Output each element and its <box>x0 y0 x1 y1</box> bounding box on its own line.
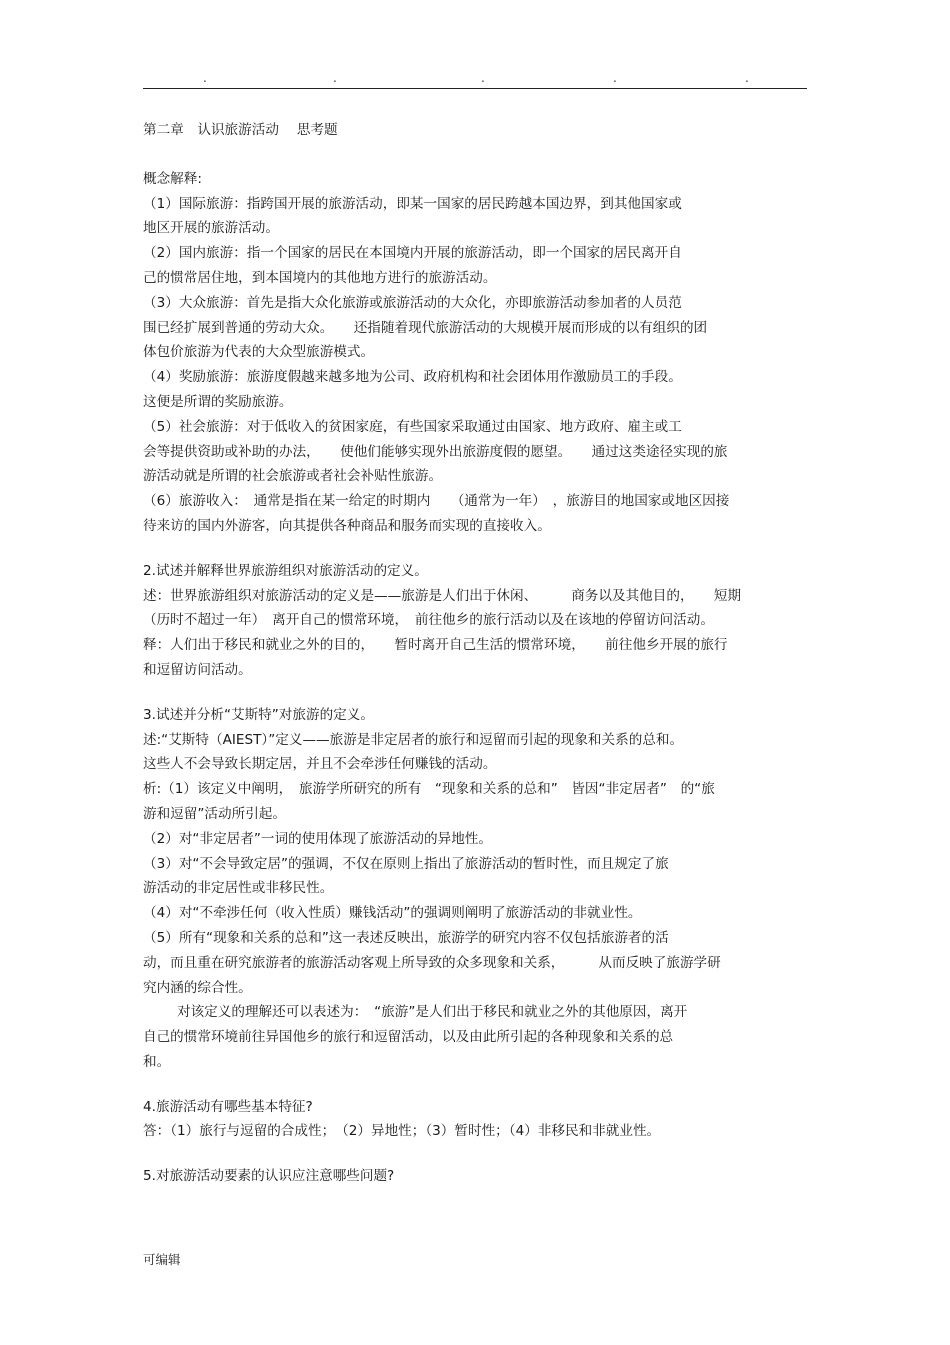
question-title: 2.试述并解释世界旅游组织对旅游活动的定义。 <box>143 562 428 579</box>
answer-line: 究内涵的综合性。 <box>143 979 252 996</box>
answer-line: 这些人不会导致长期定居，并且不会牵涉任何赚钱的活动。 <box>143 756 497 773</box>
answer-line: （4）对“不牵涉任何（收入性质）赚钱活动”的强调则阐明了旅游活动的非就业性。 <box>143 905 642 922</box>
concept-line: （5）社会旅游：对于低收入的贫困家庭，有些国家采取通过由国家、地方政府、雇主或工 <box>143 418 682 435</box>
footer-label: 可编辑 <box>143 1252 181 1267</box>
question-title: 3.试述并分析“艾斯特”对旅游的定义。 <box>143 706 374 723</box>
header-dot: . <box>481 71 485 85</box>
concept-line: 己的惯常居住地，到本国境内的其他地方进行的旅游活动。 <box>143 269 497 286</box>
header-rule <box>143 88 807 89</box>
concept-line: （3）大众旅游：首先是指大众化旅游或旅游活动的大众化，亦即旅游活动参加者的人员范 <box>143 294 682 311</box>
answer-line: （5）所有“现象和关系的总和”这一表述反映出，旅游学的研究内容不仅包括旅游者的活 <box>143 929 669 946</box>
question-title: 4.旅游活动有哪些基本特征? <box>143 1098 313 1115</box>
answer-line: 答：（1）旅行与逗留的合成性； （2）异地性；（3）暂时性；（4）非移民和非就业性。 <box>143 1123 661 1140</box>
paragraph-line: 和。 <box>143 1053 171 1070</box>
header-dot: . <box>613 71 617 85</box>
concept-line: 地区开展的旅游活动。 <box>143 220 279 237</box>
answer-line: （历时不超过一年） 离开自己的惯常环境， 前往他乡的旅行活动以及在该地的停留访问活动。 <box>143 612 714 629</box>
question-3-section <box>143 703 807 1075</box>
answer-line: 释：人们出于移民和就业之外的目的， 暂时离开自己生活的惯常环境， 前往他乡开展的旅行 <box>143 637 728 654</box>
concept-line: 围已经扩展到普通的劳动大众。 还指随着现代旅游活动的大规模开展而形成的以有组织的团 <box>143 319 708 336</box>
header-dot: . <box>745 71 749 85</box>
paragraph-line: 自己的惯常环境前往异国他乡的旅行和逗留活动，以及由此所引起的各种现象和关系的总 <box>143 1029 674 1046</box>
answer-line: 析:（1）该定义中阐明， 旅游学所研究的所有 “现象和关系的总和” 皆因“非定居者” 的“旅 <box>143 781 715 798</box>
paragraph-line: 对该定义的理解还可以表述为： “旅游”是人们出于移民和就业之外的其他原因，离开 <box>177 1004 688 1021</box>
concept-line: 游活动就是所谓的社会旅游或者社会补贴性旅游。 <box>143 468 443 485</box>
answer-line: （2）对“非定居者”一词的使用体现了旅游活动的异地性。 <box>143 830 492 847</box>
header-dot: . <box>333 71 337 85</box>
answer-line: 游和逗留”活动所引起。 <box>143 805 286 822</box>
question-5-section <box>143 1164 807 1189</box>
question-2-section <box>143 559 807 683</box>
concepts-heading: 概念解释: <box>143 170 202 187</box>
concept-line: （1）国际旅游：指跨国开展的旅游活动，即某一国家的居民跨越本国边界，到其他国家或 <box>143 195 682 212</box>
concept-line: 这便是所谓的奖励旅游。 <box>143 393 293 410</box>
answer-line: 述:“艾斯特（AIEST）”定义——旅游是非定居者的旅行和逗留而引起的现象和关系的总和。 <box>143 731 684 748</box>
concept-line: 会等提供资助或补助的办法， 使他们能够实现外出旅游度假的愿望。 通过这类途径实现的旅 <box>143 443 728 460</box>
concept-line: （4）奖励旅游：旅游度假越来越多地为公司、政府机构和社会团体用作激励员工的手段。 <box>143 369 682 386</box>
concept-line: （2）国内旅游：指一个国家的居民在本国境内开展的旅游活动，即一个国家的居民离开自 <box>143 245 682 262</box>
answer-line: 述：世界旅游组织对旅游活动的定义是——旅游是人们出于休闲、 商务以及其他目的， 短期 <box>143 587 742 604</box>
question-4-section <box>143 1095 807 1145</box>
chapter-title: 第二章 认识旅游活动 思考题 <box>143 122 338 138</box>
answer-line: （3）对“不会导致定居”的强调，不仅在原则上指出了旅游活动的暂时性，而且规定了旅 <box>143 855 669 872</box>
concept-line: 体包价旅游为代表的大众型旅游模式。 <box>143 344 375 361</box>
concept-line: （6）旅游收入： 通常是指在某一给定的时期内 （通常为一年） ，旅游目的地国家或地区因接 <box>143 493 730 510</box>
answer-line: 动，而且重在研究旅游者的旅游活动客观上所导致的众多现象和关系， 从而反映了旅游学研 <box>143 954 721 971</box>
header-dot: . <box>203 71 207 85</box>
document-body <box>143 116 807 1189</box>
concept-line: 待来访的国内外游客，向其提供各种商品和服务而实现的直接收入。 <box>143 517 551 534</box>
answer-line: 和逗留访问活动。 <box>143 661 252 678</box>
concepts-section <box>143 167 807 539</box>
question-title: 5.对旅游活动要素的认识应注意哪些问题? <box>143 1168 395 1185</box>
answer-line: 游活动的非定居性或非移民性。 <box>143 880 334 897</box>
